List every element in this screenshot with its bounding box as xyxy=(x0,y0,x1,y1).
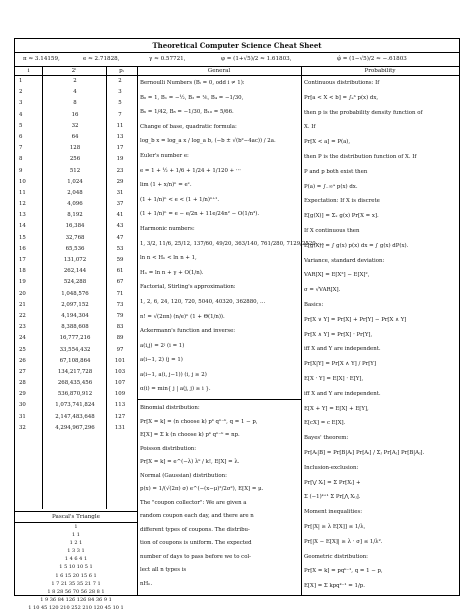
formula-line: E[g(X)] = Σₓ g(x) Pr[X = x]. xyxy=(304,213,379,220)
cell-pow: 2 xyxy=(73,78,77,84)
cell-pow: 1,024 xyxy=(67,178,83,185)
cell-pow: 2,147,483,648 xyxy=(55,413,95,420)
cell-prime: 109 xyxy=(114,391,126,398)
cell-pow: 536,870,912 xyxy=(57,391,93,398)
cell-pow: 134,217,728 xyxy=(57,368,93,375)
formula-line: n! = √(2πn) (n/e)ⁿ (1 + Θ(1/n)). xyxy=(140,313,225,320)
table-row xyxy=(15,210,137,221)
constant-phi-hat: φ̂ = (1−√5)/2 ≈ −.61803 xyxy=(337,56,407,62)
cell-i: 27 xyxy=(19,368,26,375)
cell-i: 11 xyxy=(19,189,26,196)
pascal-row: 1 10 45 120 210 252 210 120 45 10 1 xyxy=(28,604,124,611)
divider xyxy=(137,399,301,400)
cell-prime: 61 xyxy=(116,268,124,275)
formula-line: Σ (−1)ᵏ⁺¹ Σ Pr[⋀ Xᵢⱼ]. xyxy=(304,494,361,501)
cell-pow: 8,192 xyxy=(67,212,83,219)
cell-i: 6 xyxy=(19,133,23,140)
table-row xyxy=(15,177,137,188)
cell-pow: 33,554,432 xyxy=(59,346,91,353)
cell-pow: 16,384 xyxy=(65,223,85,230)
formula-line: E[X + Y] = E[X] + E[Y], xyxy=(304,405,369,412)
formula-line: Harmonic numbers: xyxy=(140,225,195,232)
cell-i: 9 xyxy=(19,167,23,174)
cell-pow: 4,294,967,296 xyxy=(55,424,95,431)
cell-pow: 65,536 xyxy=(65,245,85,252)
cell-i: 23 xyxy=(19,324,26,331)
formula-line: 1, 3/2, 11/6, 25/12, 137/60, 49/20, 363/140, 761/280, 7129/2520, ... xyxy=(140,240,325,247)
table-row xyxy=(15,367,137,378)
table-row xyxy=(15,244,137,255)
table-row xyxy=(15,378,137,389)
pascal-row: 1 7 21 35 35 21 7 1 xyxy=(51,580,101,587)
cell-i: 22 xyxy=(19,312,26,319)
pascal-row: 1 1 xyxy=(72,532,80,539)
cell-i: 10 xyxy=(19,178,26,185)
cell-pow: 128 xyxy=(69,145,81,152)
cell-i: 4 xyxy=(19,111,23,118)
formula-line: ln n < Hₙ < ln n + 1, xyxy=(140,255,197,262)
table-row xyxy=(15,166,137,177)
cell-pow: 67,108,864 xyxy=(59,357,91,364)
formula-line: number of days to pass before we to col- xyxy=(140,553,251,560)
pascal-row: 1 8 28 56 70 56 28 8 1 xyxy=(47,588,105,595)
cell-prime: 47 xyxy=(116,234,124,241)
formula-line: E[cX] = c E[X]. xyxy=(304,420,346,427)
formula-line: B₆ = 1/42, B₈ = −1/30, B₁₀ = 5/66. xyxy=(140,109,234,116)
table-row xyxy=(15,87,137,98)
cell-i: 1 xyxy=(19,78,23,84)
constant-pi: π ≈ 3.14159, xyxy=(23,56,60,62)
formula-line: Pr[X = k] = e^(−λ) λᵏ / k!, E[X] = λ. xyxy=(140,459,240,465)
constant-gamma: γ ≈ 0.57721, xyxy=(149,56,186,62)
sheet-title: Theoretical Computer Science Cheat Sheet xyxy=(15,39,459,53)
header-probability: Probability xyxy=(301,66,459,76)
pascal-row: 1 9 36 84 126 126 84 36 9 1 xyxy=(40,596,112,603)
formula-line: Change of base, quadratic formula: xyxy=(140,123,237,130)
cell-i: 18 xyxy=(19,268,26,275)
formula-line: α(i) = min{ j | a(j, j) ≥ i }. xyxy=(140,386,211,393)
formula-line: 1, 2, 6, 24, 120, 720, 5040, 40320, 362880, ... xyxy=(140,298,266,305)
formula-line: nHₙ. xyxy=(140,580,153,587)
formula-line: a(i−1, 2) (j = 1) xyxy=(140,357,183,364)
header-general: General xyxy=(137,66,301,76)
cell-prime: 7 xyxy=(118,111,122,118)
cell-pow: 2,097,152 xyxy=(61,301,89,308)
pascal-title: Pascal's Triangle xyxy=(15,512,137,523)
formula-line: Pr[|X − E[X]| ≥ λ · σ] ≤ 1/λ². xyxy=(304,538,383,545)
cell-i: 20 xyxy=(19,290,26,297)
distributions-section xyxy=(137,402,301,591)
cell-pow: 2,048 xyxy=(67,189,83,196)
formula-line: The "coupon collector": We are given a xyxy=(140,499,247,506)
cell-prime: 59 xyxy=(116,257,124,263)
formula-line: Pr[⋁ Xᵢ] = Σ Pr[Xᵢ] + xyxy=(304,479,361,486)
formula-line: P(a) = ∫₋∞ᵃ p(x) dx. xyxy=(304,183,358,190)
cell-i: 30 xyxy=(19,402,26,409)
formula-line: lect all n types is xyxy=(140,567,187,573)
cell-i: 16 xyxy=(19,245,26,252)
cell-prime: 11 xyxy=(116,122,124,129)
powers-primes-table xyxy=(15,76,137,434)
table-row xyxy=(15,255,137,266)
cell-pow: 8 xyxy=(73,100,77,107)
table-row xyxy=(15,277,137,288)
cell-pow: 4,194,304 xyxy=(61,312,89,319)
formula-line: Poisson distribution: xyxy=(140,445,197,452)
formula-line: Bernoulli Numbers (Bᵢ = 0, odd i ≠ 1): xyxy=(140,80,245,86)
formula-line: Pr[X = k] = (n choose k) pᵏ qⁿ⁻ᵏ, q = 1 − p, xyxy=(140,418,258,425)
header-prime: pᵢ xyxy=(106,66,137,76)
cell-pow: 16,777,216 xyxy=(59,335,91,342)
formula-line: X. If xyxy=(304,124,316,131)
cell-pow: 4 xyxy=(73,89,77,96)
pascal-triangle xyxy=(15,511,137,611)
cell-i: 25 xyxy=(19,346,26,353)
cell-i: 21 xyxy=(19,301,26,308)
cell-prime: 79 xyxy=(116,312,124,319)
table-row xyxy=(15,333,137,344)
formula-line: tion of coupons is uniform. The expected xyxy=(140,540,252,546)
table-row xyxy=(15,98,137,109)
formula-line: Basics: xyxy=(304,301,324,308)
cell-i: 3 xyxy=(19,100,23,107)
table-row xyxy=(15,345,137,356)
formula-line: lim (1 + x/n)ⁿ = eˣ. xyxy=(140,182,192,189)
cell-prime: 23 xyxy=(116,167,124,174)
formula-line: Normal (Gaussian) distribution: xyxy=(140,472,227,479)
table-row xyxy=(15,76,137,87)
cell-prime: 83 xyxy=(116,324,124,331)
cell-prime: 101 xyxy=(114,357,126,364)
cell-prime: 71 xyxy=(116,290,124,297)
formula-line: E[X] = Σ kpqᵏ⁻¹ = 1/p. xyxy=(304,583,365,590)
cell-i: 2 xyxy=(19,89,23,96)
formula-line: Binomial distribution: xyxy=(140,405,200,411)
cell-prime: 41 xyxy=(116,212,124,219)
pascal-row: 1 4 6 4 1 xyxy=(64,556,88,563)
formula-line: P and p both exist then xyxy=(304,168,368,175)
formula-line: a(i,j) = 2ʲ (i = 1) xyxy=(140,342,185,349)
cell-prime: 13 xyxy=(116,133,124,140)
table-row xyxy=(15,389,137,400)
table-row xyxy=(15,233,137,244)
cell-pow: 262,144 xyxy=(63,268,87,275)
formula-line: (1 + 1/n)ⁿ < e < (1 + 1/n)ⁿ⁺¹. xyxy=(140,196,220,203)
formula-line: iff X and Y are independent. xyxy=(304,346,381,353)
cheat-sheet xyxy=(14,38,460,611)
cell-prime: 113 xyxy=(114,402,126,409)
table-row xyxy=(15,110,137,121)
cell-prime: 89 xyxy=(116,335,124,342)
cell-prime: 3 xyxy=(118,89,122,96)
cell-prime: 29 xyxy=(116,178,124,185)
cell-prime: 131 xyxy=(114,424,126,431)
formula-line: Pr[X < a] = P(a), xyxy=(304,139,351,146)
cell-i: 5 xyxy=(19,122,23,129)
cell-i: 28 xyxy=(19,380,26,387)
cell-i: 32 xyxy=(19,424,26,431)
table-row xyxy=(15,266,137,277)
table-row xyxy=(15,400,137,411)
cell-i: 13 xyxy=(19,212,26,219)
probability-column xyxy=(301,76,459,594)
cell-i: 26 xyxy=(19,357,26,364)
pascal-row: 1 3 3 1 xyxy=(67,548,85,555)
cell-prime: 37 xyxy=(116,201,124,208)
table-row xyxy=(15,132,137,143)
cell-prime: 127 xyxy=(114,413,126,420)
pascal-row: 1 6 15 20 15 6 1 xyxy=(55,572,97,579)
table-row xyxy=(15,356,137,367)
cell-pow: 1,073,741,824 xyxy=(55,402,95,409)
cell-pow: 524,288 xyxy=(63,279,87,286)
formula-line: Moment inequalities: xyxy=(304,509,363,516)
cell-prime: 53 xyxy=(116,245,124,252)
table-row xyxy=(15,300,137,311)
cell-i: 24 xyxy=(19,335,26,342)
table-row xyxy=(15,199,137,210)
cell-i: 7 xyxy=(19,145,23,152)
table-row xyxy=(15,188,137,199)
formula-line: Variance, standard deviation: xyxy=(304,257,385,264)
formula-line: Ackermann's function and inverse: xyxy=(140,328,236,335)
header-i: i xyxy=(15,66,42,76)
formula-line: Geometric distribution: xyxy=(304,553,368,560)
formula-line: iff X and Y are independent. xyxy=(304,390,381,397)
cell-prime: 97 xyxy=(116,346,124,353)
cell-prime: 31 xyxy=(116,189,124,196)
cell-i: 12 xyxy=(19,201,26,208)
cell-prime: 107 xyxy=(114,380,126,387)
formula-line: Hₙ = ln n + γ + O(1/n). xyxy=(140,269,204,276)
cell-prime: 5 xyxy=(118,100,122,107)
formula-line: Euler's number e: xyxy=(140,152,189,159)
table-row xyxy=(15,412,137,423)
table-row xyxy=(15,121,137,132)
cell-pow: 64 xyxy=(71,133,79,140)
cell-prime: 17 xyxy=(116,145,124,152)
table-row xyxy=(15,143,137,154)
cell-pow: 4,096 xyxy=(67,201,83,208)
formula-line: log_b x = log_a x / log_a b, (−b ± √(b²−4ac)) / 2a. xyxy=(140,138,276,145)
cell-i: 14 xyxy=(19,223,26,230)
formula-line: different types of coupons. The distribu- xyxy=(140,526,250,533)
formula-line: then P is the distribution function of X. If xyxy=(304,153,417,160)
formula-line: (1 + 1/n)ⁿ = e − e/2n + 11e/24n² − O(1/n³). xyxy=(140,211,260,218)
cell-pow: 1,048,576 xyxy=(61,290,89,297)
formula-line: B₀ = 1, B₁ = −½, B₂ = ⅙, B₄ = −1/30, xyxy=(140,94,244,101)
cell-pow: 268,435,456 xyxy=(57,380,93,387)
formula-line: E[X] = Σ k (n choose k) pᵏ qⁿ⁻ᵏ = np. xyxy=(140,432,240,438)
cell-pow: 16 xyxy=(71,111,79,118)
formula-line: E[g(X)] = ∫ g(x) p(x) dx = ∫ g(x) dP(x). xyxy=(304,242,409,249)
cell-prime: 73 xyxy=(116,301,124,308)
cell-prime: 43 xyxy=(116,223,124,230)
header-pow: 2ⁱ xyxy=(42,66,106,76)
formula-line: Pr[X = k] = pqᵏ⁻¹, q = 1 − p, xyxy=(304,568,383,575)
cell-pow: 512 xyxy=(69,167,81,174)
formula-line: Inclusion-exclusion: xyxy=(304,464,359,471)
cell-i: 8 xyxy=(19,156,23,163)
pascal-row: 1 5 10 10 5 1 xyxy=(59,564,93,571)
formula-line: Pr[X|Y] = Pr[X ∧ Y] / Pr[Y] xyxy=(304,361,376,368)
constants-row xyxy=(15,52,459,67)
cell-pow: 131,072 xyxy=(63,257,87,263)
formula-line: Factorial, Stirling's approximation: xyxy=(140,284,236,291)
formula-line: Continuous distributions: If xyxy=(304,80,380,86)
cell-i: 17 xyxy=(19,257,26,263)
cell-i: 29 xyxy=(19,391,26,398)
pascal-row: 1 xyxy=(74,524,78,530)
formula-line: Pr[X ∧ Y] = Pr[X] · Pr[Y], xyxy=(304,331,373,338)
formula-line: then p is the probability density function of xyxy=(304,109,423,116)
cell-pow: 8,388,608 xyxy=(61,324,89,331)
formula-line: Expectation: If X is discrete xyxy=(304,198,380,205)
cell-pow: 32 xyxy=(71,122,79,129)
formula-line: Pr[|X| ≥ λ E[X]] ≤ 1/λ, xyxy=(304,523,366,530)
formula-line: Pr[Aᵢ|B] = Pr[B|Aᵢ] Pr[Aᵢ] / Σⱼ Pr[Aⱼ] Pr[B|Aⱼ]. xyxy=(304,449,425,456)
cell-prime: 19 xyxy=(116,156,124,163)
formula-line: p(x) = 1/(√(2π) σ) e^(−(x−μ)²/2σ²), E[X] = μ. xyxy=(140,486,264,492)
formula-line: Pr[a < X < b] = ∫ₐᵇ p(x) dx, xyxy=(304,94,379,101)
pascal-row: 1 2 1 xyxy=(69,540,83,547)
formula-line: e = 1 + ½ + 1/6 + 1/24 + 1/120 + ··· xyxy=(140,167,241,174)
formula-line: If X continuous then xyxy=(304,227,360,234)
formula-line: σ = √VAR[X]. xyxy=(304,287,341,294)
table-row xyxy=(15,289,137,300)
cell-i: 15 xyxy=(19,234,26,241)
cell-pow: 32,768 xyxy=(65,234,85,241)
constant-phi: φ = (1+√5)/2 ≈ 1.61803, xyxy=(221,56,292,62)
table-row xyxy=(15,322,137,333)
formula-line: a(i−1, a(i, j−1)) (i, j ≥ 2) xyxy=(140,371,207,378)
formula-line: Bayes' theorem: xyxy=(304,435,349,442)
formula-line: E[X · Y] = E[X] · E[Y], xyxy=(304,375,364,382)
cell-i: 19 xyxy=(19,279,26,286)
cell-i: 31 xyxy=(19,413,26,420)
formula-line: VAR[X] = E[X²] − E[X]², xyxy=(304,272,370,279)
cell-pow: 256 xyxy=(69,156,81,163)
table-row xyxy=(15,311,137,322)
table-row xyxy=(15,221,137,232)
formula-line: Pr[X ∨ Y] = Pr[X] + Pr[Y] − Pr[X ∧ Y] xyxy=(304,316,407,323)
formula-line: random coupon each day, and there are n xyxy=(140,513,254,519)
constant-e: e ≈ 2.71828, xyxy=(83,56,120,62)
table-row xyxy=(15,423,137,434)
cell-prime: 2 xyxy=(118,78,122,84)
cell-prime: 103 xyxy=(114,368,126,375)
table-row xyxy=(15,154,137,165)
cell-prime: 67 xyxy=(116,279,124,286)
